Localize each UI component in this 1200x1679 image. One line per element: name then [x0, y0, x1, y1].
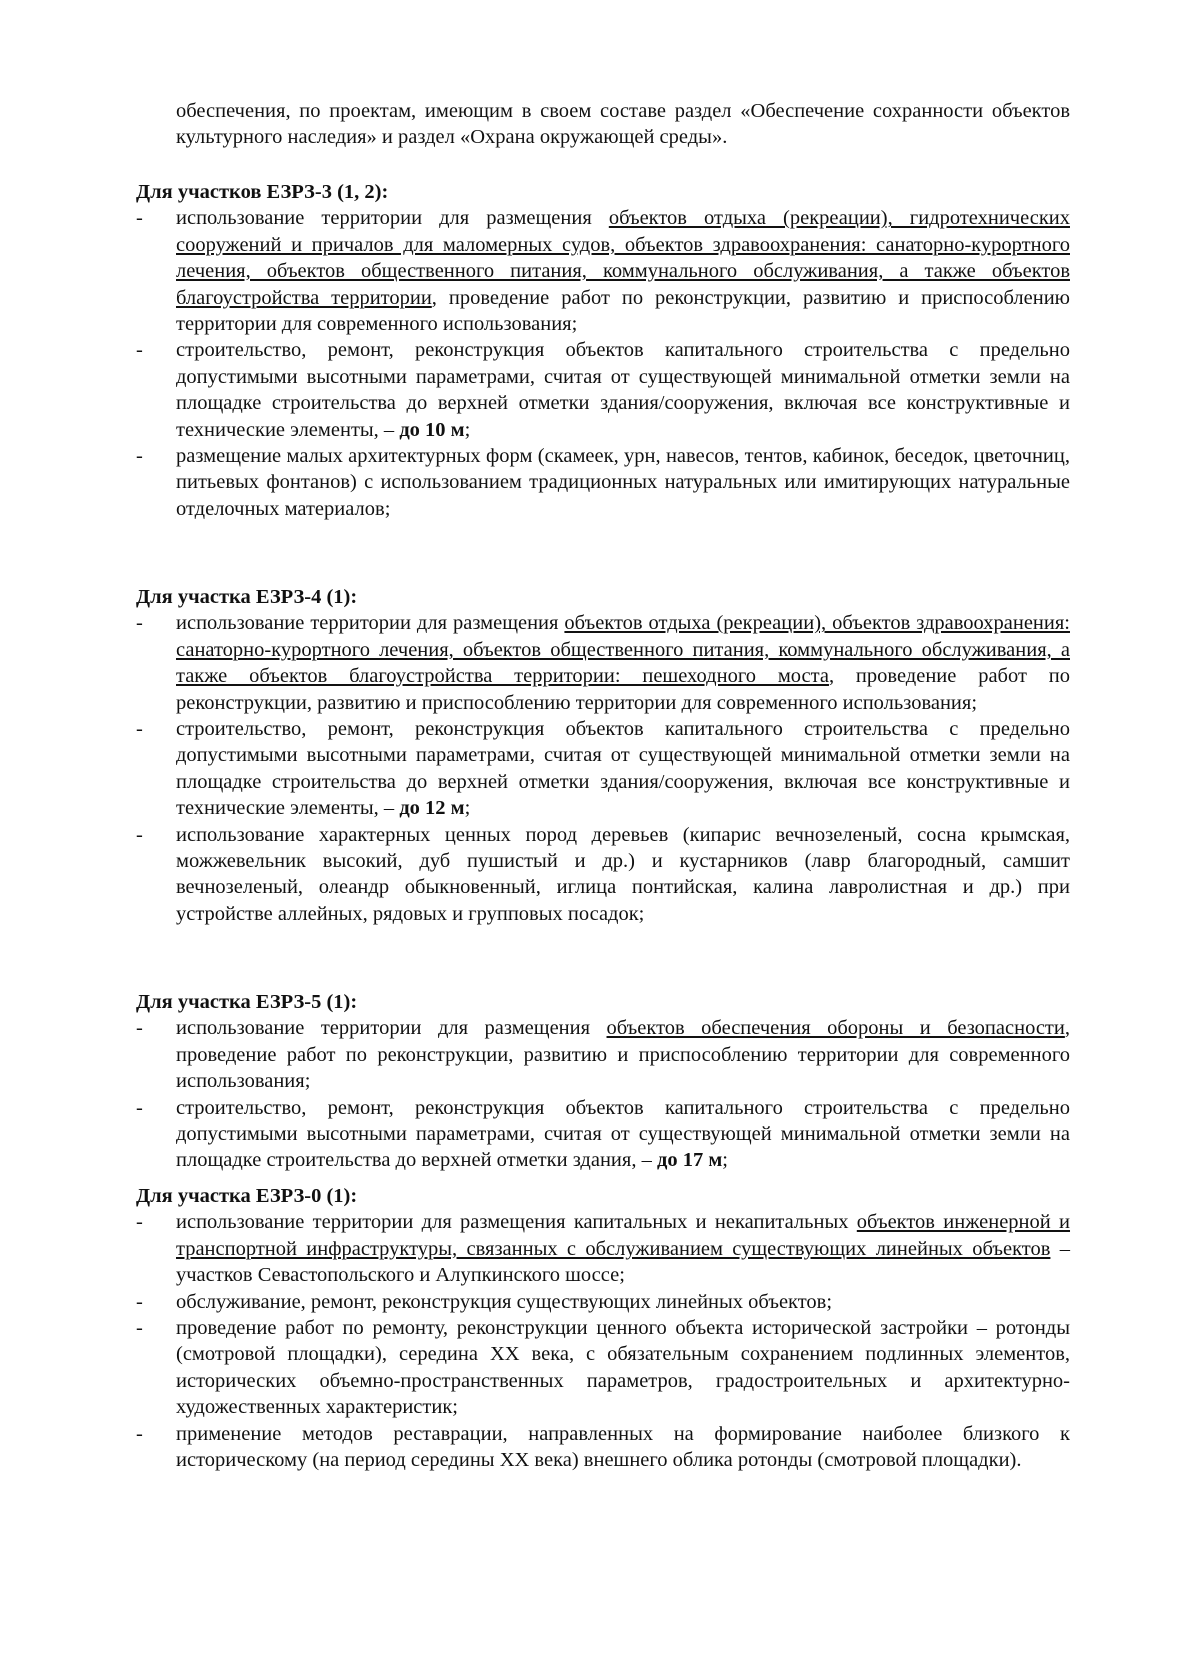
- text-run: , проведение работ по реконструкции, развитию и приспособлению территории для современного использования;: [176, 286, 1070, 336]
- text-run: проведение работ по ремонту, реконструкции ценного объекта исторической застройки – ротонды (смотровой площадки), середина XX века, с обязательным сохранением подлинных элементов, исторических объемно-пространственных параметров, градостроительных и архитектурно-художественных характеристик;: [176, 1317, 1070, 1419]
- text-run: использование территории для размещения: [176, 612, 565, 635]
- section-item-list: [136, 610, 1070, 927]
- text-run: обслуживание, ремонт, реконструкция существующих линейных объектов;: [176, 1290, 833, 1313]
- bullet-dash: -: [136, 612, 143, 635]
- bullet-dash: -: [136, 1017, 143, 1040]
- bullet-dash: -: [136, 823, 143, 846]
- intro-paragraph: обеспечения, по проектам, имеющим в своем составе раздел «Обеспечение сохранности объектов культурного наследия» и раздел «Охрана окружающей среды».: [176, 100, 1070, 149]
- section-ezrz-5: [136, 989, 1070, 1174]
- list-item: [136, 443, 1070, 522]
- bold-height-limit: до 10 м: [399, 418, 465, 441]
- underlined-text-run: объектов обеспечения обороны и безопасности: [606, 1017, 1065, 1040]
- bullet-dash: -: [136, 207, 143, 230]
- list-item: [136, 610, 1070, 716]
- list-item: [136, 1015, 1070, 1094]
- bold-height-limit: до 17 м: [656, 1149, 723, 1172]
- section-heading: Для участка ЕЗРЗ-5 (1):: [136, 991, 358, 1013]
- list-item: [136, 716, 1070, 822]
- bullet-dash: -: [136, 1096, 143, 1119]
- underlined-text-run: объектов отдыха (рекреации), объектов здравоохранения: санаторно-курортного лечения, объектов общественного питания, коммунального обслуживания, а также объектов благоустройства территории: пешеходного моста: [176, 612, 1070, 688]
- underlined-text-run: объектов инженерной и транспортной инфраструктуры, связанных с обслуживанием существующих линейных объектов: [176, 1211, 1071, 1260]
- section-heading: Для участка ЕЗРЗ-0 (1):: [136, 1185, 358, 1207]
- text-run: ;: [722, 1149, 728, 1172]
- bullet-dash: -: [136, 1290, 143, 1313]
- section-item-list: [136, 1209, 1070, 1473]
- text-run: , проведение работ по реконструкции, развитию и приспособлению территории для современного использования;: [176, 665, 1070, 714]
- text-run: применение методов реставрации, направленных на формирование наиболее близкого к историческому (на период середины XX века) внешнего облика ротонды (смотровой площадки).: [176, 1422, 1070, 1472]
- text-run: строительство, ремонт, реконструкция объектов капитального строительства с предельно допустимыми высотными параметрами, считая от существующей минимальной отметки земли на площадке строительства до верхней отметки здания, –: [176, 1096, 1070, 1172]
- bullet-dash: -: [136, 1422, 143, 1445]
- list-item: [136, 1209, 1070, 1288]
- list-item: [136, 822, 1070, 928]
- bullet-dash: -: [136, 1211, 143, 1234]
- text-run: – участков Севастопольского и Алупкинского шоссе;: [176, 1237, 1071, 1287]
- list-item: [136, 205, 1070, 337]
- text-run: строительство, ремонт, реконструкция объектов капитального строительства с предельно допустимыми высотными параметрами, считая от существующей минимальной отметки земли на площадке строительства до верхней отметки здания/сооружения, включая все конструктивные и технические элементы, –: [176, 718, 1070, 820]
- text-run: использование характерных ценных пород деревьев (кипарис вечнозеленый, сосна крымская, можжевельник высокий, дуб пушистый и др.) и кустарников (лавр благородный, самшит вечнозеленый, олеандр обыкновенный, иглица понтийская, калина лавролистная и др.) при устройстве аллейных, рядовых и групповых посадок;: [176, 823, 1070, 925]
- text-run: размещение малых архитектурных форм (скамеек, урн, навесов, тентов, кабинок, беседок, цветочниц, питьевых фонтанов) с использованием традиционных натуральных или имитирующих натуральные отделочных материалов;: [176, 445, 1070, 520]
- bullet-dash: -: [136, 339, 143, 362]
- text-run: использование территории для размещения капитальных и некапитальных: [176, 1211, 857, 1234]
- text-run: использование территории для размещения: [176, 207, 609, 230]
- bullet-dash: -: [136, 718, 143, 741]
- list-item: [136, 1421, 1070, 1474]
- underlined-text-run: объектов отдыха (рекреации), гидротехнических сооружений и причалов для маломерных судов, объектов здравоохранения: санаторно-курортного лечения, объектов общественного питания, коммунального обслуживания, а также объектов благоустройства территории: [176, 207, 1070, 309]
- section-item-list: [136, 205, 1070, 522]
- section-ezrz-3: [136, 179, 1070, 522]
- bold-height-limit: до 12 м: [399, 797, 465, 820]
- text-run: ;: [464, 797, 471, 820]
- text-run: использование территории для размещения: [176, 1017, 607, 1040]
- list-item: [136, 337, 1070, 443]
- section-item-list: [136, 1015, 1070, 1173]
- section-heading: Для участков ЕЗРЗ-3 (1, 2):: [136, 181, 389, 203]
- text-run: , проведение работ по реконструкции, развитию и приспособлению территории для современного использования;: [176, 1017, 1070, 1093]
- text-run: ;: [464, 418, 471, 441]
- list-item: [136, 1289, 1070, 1315]
- section-ezrz-4: [136, 584, 1070, 927]
- bullet-dash: -: [136, 1317, 143, 1340]
- section-ezrz-0: [136, 1183, 1070, 1473]
- text-run: строительство, ремонт, реконструкция объектов капитального строительства с предельно допустимыми высотными параметрами, считая от существующей минимальной отметки земли на площадке строительства до верхней отметки здания/сооружения, включая все конструктивные и технические элементы, –: [176, 339, 1070, 441]
- list-item: [136, 1095, 1070, 1174]
- list-item: [136, 1315, 1070, 1421]
- section-heading: Для участка ЕЗРЗ-4 (1):: [136, 586, 358, 608]
- bullet-dash: -: [136, 445, 143, 468]
